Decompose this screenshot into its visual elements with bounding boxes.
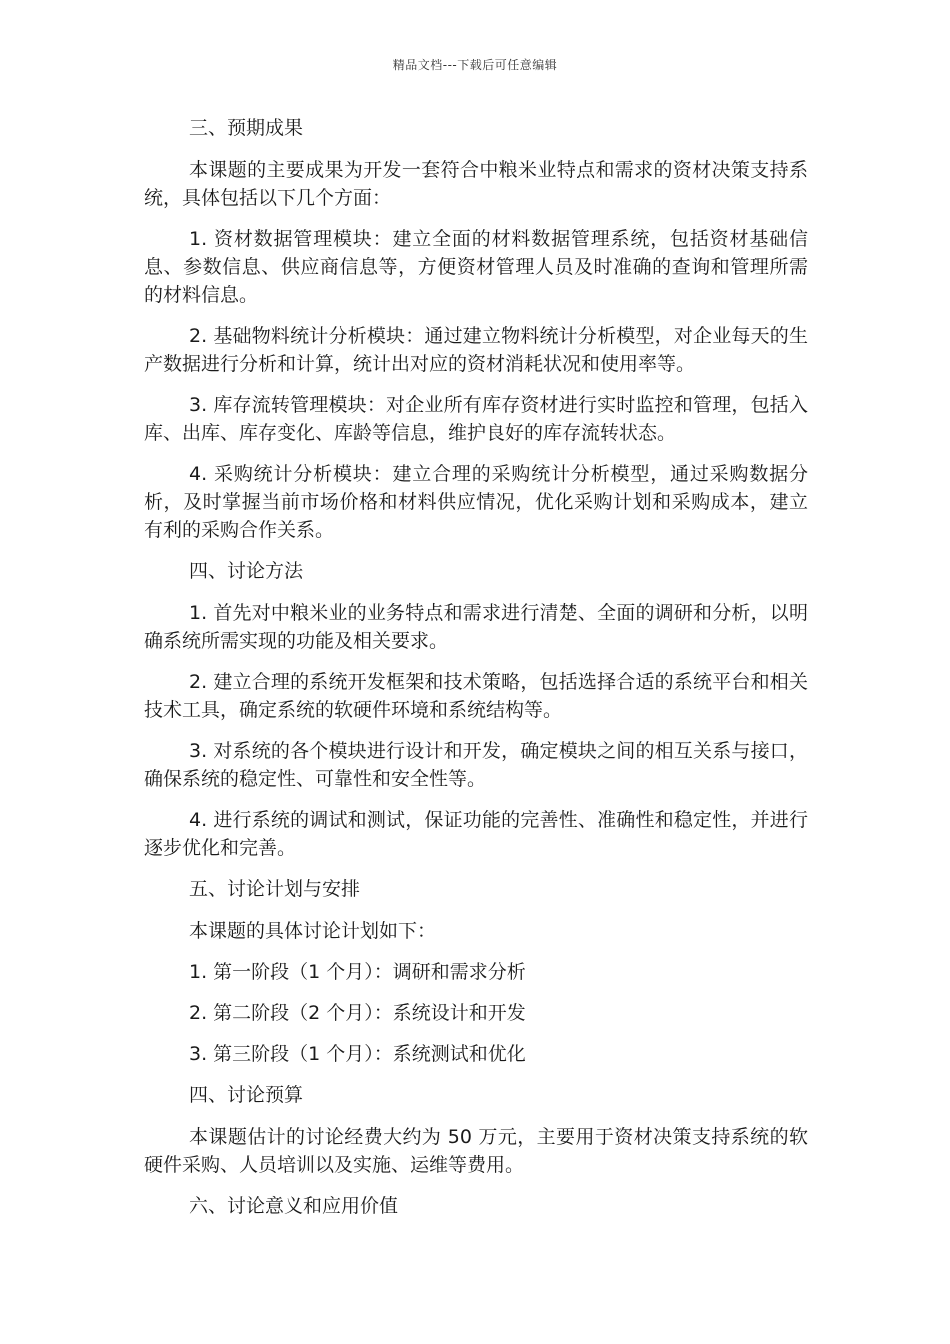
section-heading-significance: 六、讨论意义和应用价值 xyxy=(189,1195,399,1217)
list-item-method-3: 3. 对系统的各个模块进行设计和开发，确定模块之间的相互关系与接口，确保系统的稳定性、可靠性和安全性等。 xyxy=(144,740,808,790)
document-body xyxy=(144,114,808,1234)
section-heading-expected-results: 三、预期成果 xyxy=(189,117,304,139)
paragraph-budget: 本课题估计的讨论经费大约为 50 万元，主要用于资材决策支持系统的软硬件采购、人员培训以及实施、运维等费用。 xyxy=(144,1126,808,1176)
list-item-method-2: 2. 建立合理的系统开发框架和技术策略，包括选择合适的系统平台和相关技术工具，确定系统的软硬件环境和系统结构等。 xyxy=(144,671,808,721)
list-item-module-1: 1. 资材数据管理模块：建立全面的材料数据管理系统，包括资材基础信息、参数信息、供应商信息等，方便资材管理人员及时准确的查询和管理所需的材料信息。 xyxy=(144,228,808,306)
list-item-method-1: 1. 首先对中粮米业的业务特点和需求进行清楚、全面的调研和分析，以明确系统所需实现的功能及相关要求。 xyxy=(144,602,808,652)
list-item-method-4: 4. 进行系统的调试和测试，保证功能的完善性、准确性和稳定性，并进行逐步优化和完善。 xyxy=(144,809,808,859)
list-item-module-4: 4. 采购统计分析模块：建立合理的采购统计分析模型，通过采购数据分析，及时掌握当前市场价格和材料供应情况，优化采购计划和采购成本，建立有利的采购合作关系。 xyxy=(144,463,808,541)
paragraph-results-intro: 本课题的主要成果为开发一套符合中粮米业特点和需求的资材决策支持系统，具体包括以下几个方面： xyxy=(144,159,808,209)
list-item-phase-3: 3. 第三阶段（1 个月）：系统测试和优化 xyxy=(189,1043,526,1065)
section-heading-methods: 四、讨论方法 xyxy=(189,560,304,582)
list-item-module-2: 2. 基础物料统计分析模块：通过建立物料统计分析模型，对企业每天的生产数据进行分析和计算，统计出对应的资材消耗状况和使用率等。 xyxy=(144,325,808,375)
paragraph-plan-intro: 本课题的具体讨论计划如下： xyxy=(189,920,437,942)
list-item-module-3: 3. 库存流转管理模块：对企业所有库存资材进行实时监控和管理，包括入库、出库、库存变化、库龄等信息，维护良好的库存流转状态。 xyxy=(144,394,808,444)
section-heading-budget: 四、讨论预算 xyxy=(189,1084,304,1106)
list-item-phase-1: 1. 第一阶段（1 个月）：调研和需求分析 xyxy=(189,961,526,983)
page-header: 精品文档---下载后可任意编辑 xyxy=(392,58,558,72)
section-heading-plan: 五、讨论计划与安排 xyxy=(189,878,361,900)
list-item-phase-2: 2. 第二阶段（2 个月）：系统设计和开发 xyxy=(189,1002,526,1024)
